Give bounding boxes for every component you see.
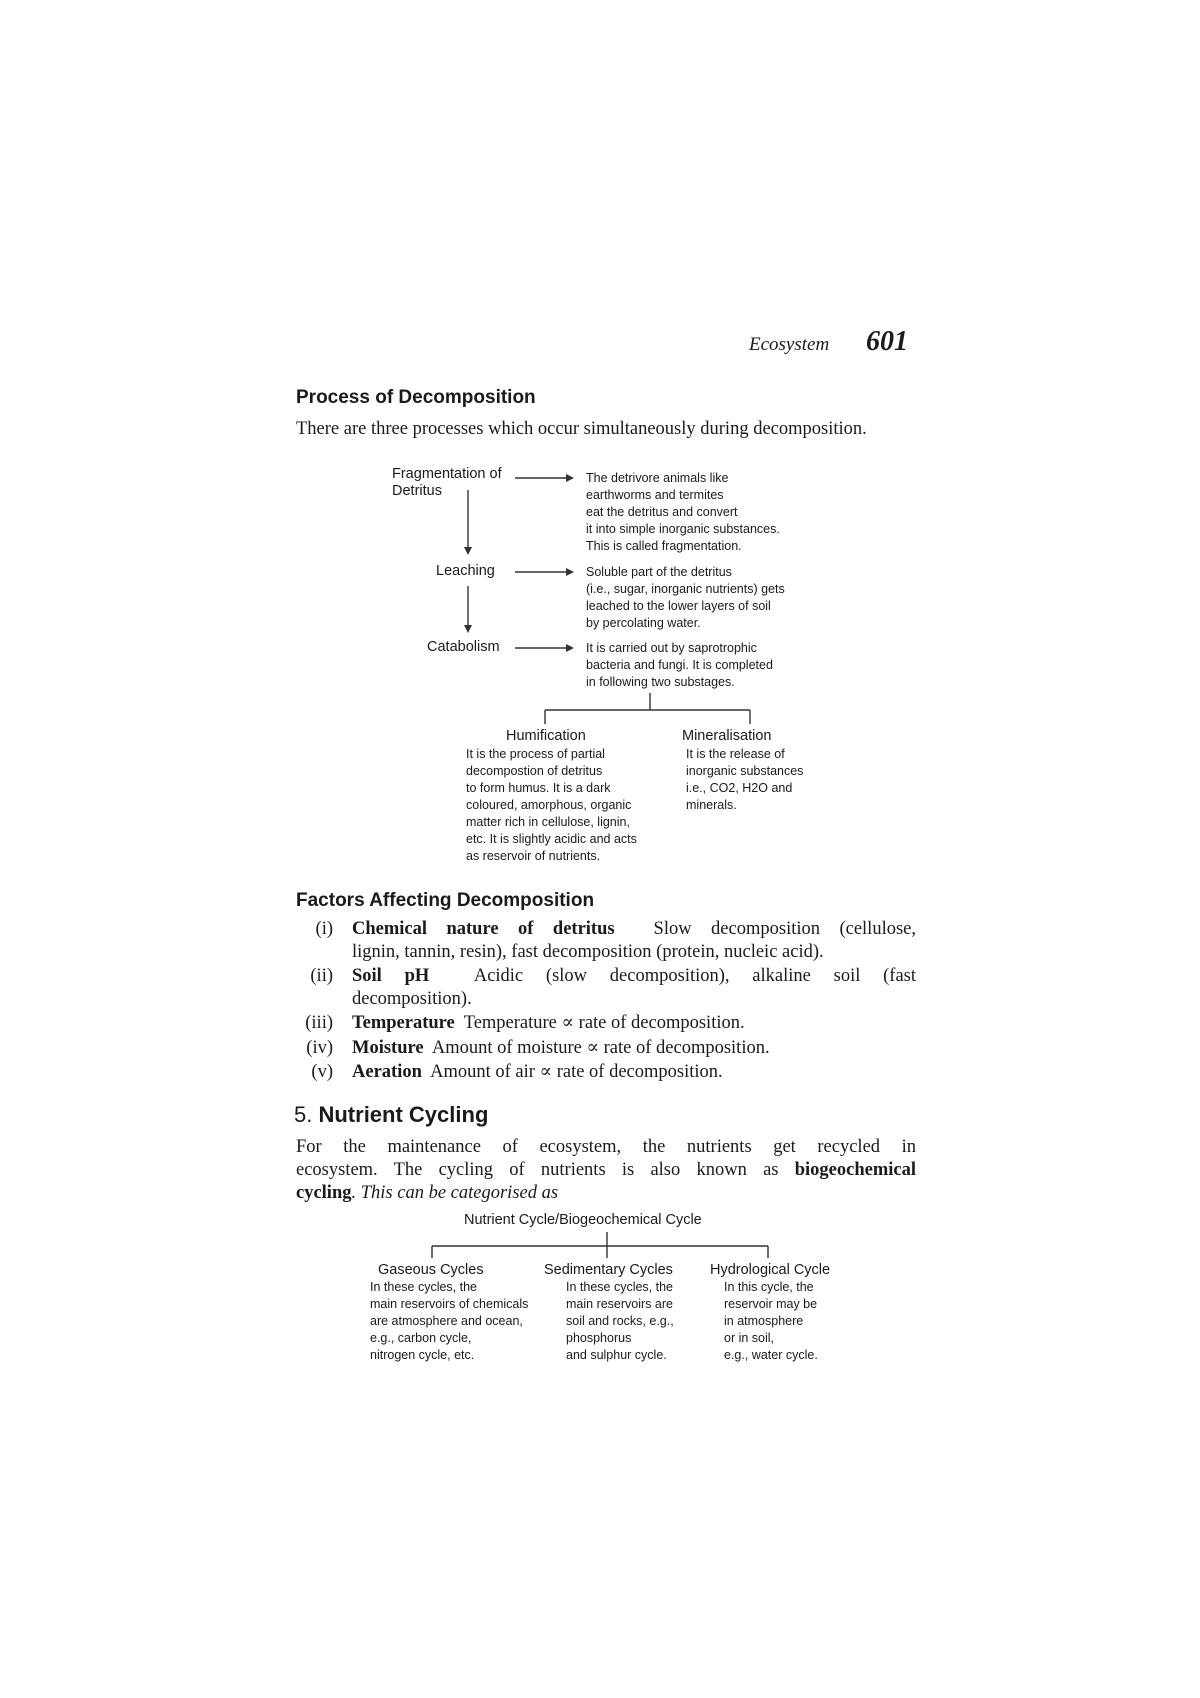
substage-mineralisation-description: It is the release of inorganic substances i.e., CO2, H2O and minerals. xyxy=(686,747,804,812)
tree-sedimentary-description: In these cycles, the main reservoirs are soil and rocks, e.g., phosphorus and sulphur cycle. xyxy=(566,1280,674,1362)
step-fragmentation-label: Fragmentation of Detritus xyxy=(392,466,502,499)
factor-item-moisture: (iv) Moisture Amount of moisture ∝ rate of decomposition. xyxy=(306,1038,770,1058)
factor-term: Moisture xyxy=(352,1038,424,1058)
factor-item-soil-ph: (ii) Soil pH Acidic (slow decomposition), alkaline soil (fast decomposition). xyxy=(310,966,917,1009)
factor-number: (iv) xyxy=(306,1038,333,1058)
factors-heading: Factors Affecting Decomposition xyxy=(296,890,595,911)
nutrient-paragraph: For the maintenance of ecosystem, the nutrients get recycled in ecosystem. The cycling of nutrients is also known as biogeochemical cycling. This can be categorised as xyxy=(296,1137,916,1203)
decomposition-intro: There are three processes which occur simultaneously during decomposition. xyxy=(296,419,867,439)
arrowhead-down-2 xyxy=(464,625,472,633)
arrowhead-fragmentation xyxy=(566,474,574,482)
tree-gaseous-title: Gaseous Cycles xyxy=(378,1262,484,1278)
factor-item-chemical: (i) Chemical nature of detritus Slow decomposition (cellulose, lignin, tannin, resin), fast decomposition (protein, nucleic acid). xyxy=(315,919,917,962)
factor-term: Soil pH xyxy=(352,966,430,986)
step-catabolism-label: Catabolism xyxy=(427,639,500,655)
tree-sedimentary-title: Sedimentary Cycles xyxy=(544,1262,673,1278)
page-number: 601 xyxy=(866,326,908,357)
substage-humification-description: It is the process of partial decompostion of detritus to form humus. It is a dark coloured, amorphous, organic matter rich in cellulose, lignin, etc. It is slightly acidic and acts as reservoir of nutrients. xyxy=(466,747,637,863)
factor-term: Aeration xyxy=(352,1062,422,1082)
tree-hydrological-description: In this cycle, the reservoir may be in atmosphere or in soil, e.g., water cycle. xyxy=(724,1280,818,1362)
section-title: Nutrient Cycling xyxy=(318,1102,489,1127)
factor-number: (v) xyxy=(311,1062,333,1082)
substage-mineralisation-title: Mineralisation xyxy=(682,728,772,744)
step-leaching-description: Soluble part of the detritus (i.e., sugar, inorganic nutrients) gets leached to the lower layers of soil by percolating water. xyxy=(586,565,785,630)
arrowhead-catabolism xyxy=(566,644,574,652)
factor-item-temperature: (iii) Temperature Temperature ∝ rate of decomposition. xyxy=(305,1013,745,1033)
factor-number: (i) xyxy=(315,919,333,939)
running-header: Ecosystem xyxy=(749,334,830,355)
step-fragmentation-description: The detrivore animals like earthworms and termites eat the detritus and convert it into simple inorganic substances. This is called fragmentation. xyxy=(586,471,780,553)
step-catabolism-description: It is carried out by saprotrophic bacteria and fungi. It is completed in following two substages. xyxy=(586,641,773,689)
section-number: 5. xyxy=(294,1102,313,1127)
step-leaching-label: Leaching xyxy=(436,563,495,579)
arrowhead-down-1 xyxy=(464,547,472,555)
substage-humification-title: Humification xyxy=(506,728,586,744)
decomposition-heading: Process of Decomposition xyxy=(296,387,536,408)
arrowhead-leaching xyxy=(566,568,574,576)
tree-hydrological-title: Hydrological Cycle xyxy=(710,1262,831,1278)
factor-term: Temperature xyxy=(352,1013,455,1033)
tree-gaseous-description: In these cycles, the main reservoirs of chemicals are atmosphere and ocean, e.g., carbon cycle, nitrogen cycle, etc. xyxy=(370,1280,529,1362)
factor-number: (ii) xyxy=(310,966,333,986)
tree-root-label: Nutrient Cycle/Biogeochemical Cycle xyxy=(464,1212,702,1228)
factor-item-aeration: (v) Aeration Amount of air ∝ rate of decomposition. xyxy=(311,1062,723,1082)
factor-term: Chemical nature of detritus xyxy=(352,919,615,939)
factor-number: (iii) xyxy=(305,1013,333,1033)
nutrient-heading xyxy=(294,1102,488,1128)
